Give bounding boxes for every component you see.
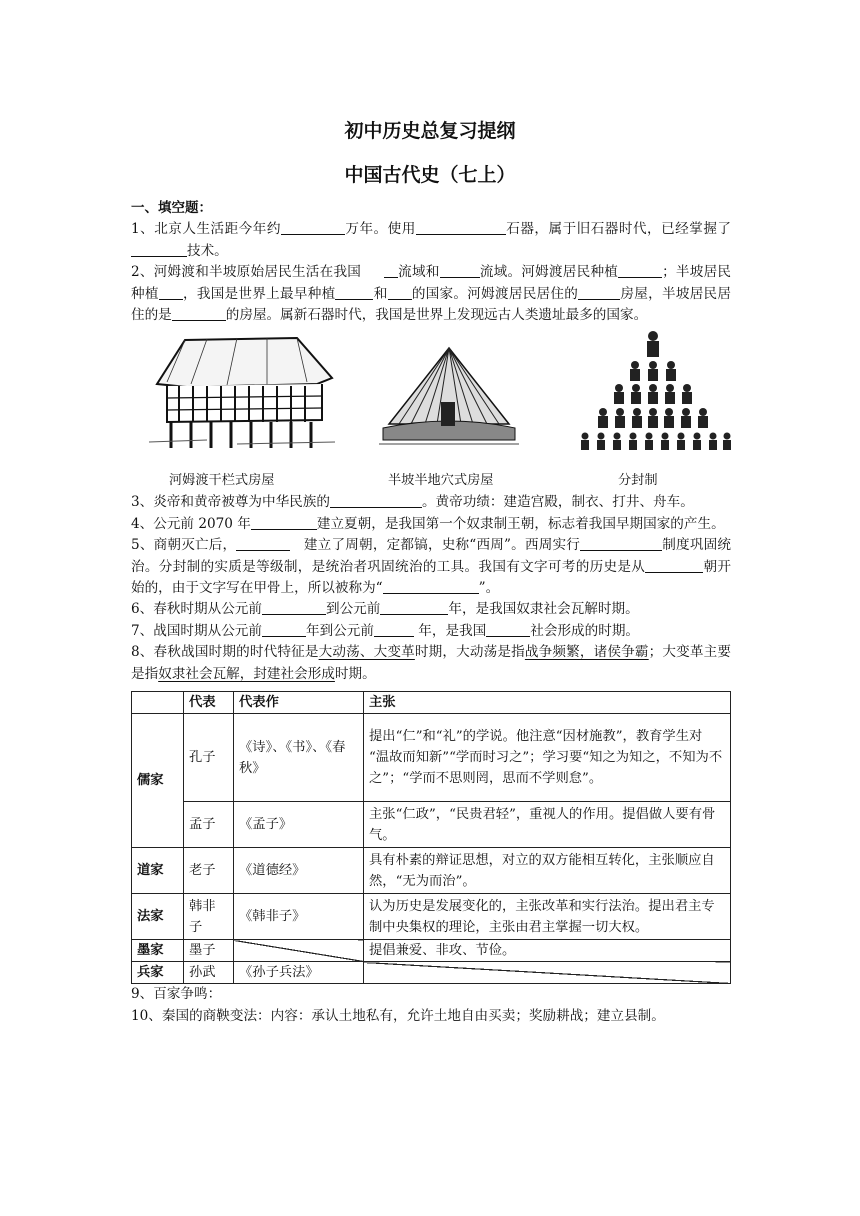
question-9: 9、百家争鸣： <box>131 986 222 1003</box>
table-header: 代表 <box>184 692 234 714</box>
works: 《孟子》 <box>234 802 364 848</box>
ideas-empty <box>364 962 731 984</box>
document-body <box>131 198 731 1027</box>
table-row <box>132 962 731 984</box>
question-4: 4、公元前 2070 年 建立夏朝，是我国第一个奴隶制王朝，标志着我国早期国家的产生。 <box>131 515 725 532</box>
representative: 墨子 <box>184 940 234 962</box>
school-name: 法家 <box>132 894 184 940</box>
school-name: 墨家 <box>132 940 184 962</box>
document-title: 初中历史总复习提纲 <box>344 120 516 142</box>
illustrations <box>131 330 731 470</box>
schools-table <box>131 691 731 984</box>
ideas: 具有朴素的辩证思想，对立的双方能相互转化，主张顺应自然，“无为而治”。 <box>364 848 731 894</box>
caption-fenfeng: 分封制 <box>618 473 658 489</box>
question-2: 2、河姆渡和半坡原始居民生活在我国 流域和 流域。河姆渡居民种植 ；半坡居民种植 ，我国是世界上最早种植 和 的国家。河姆渡居民居住的 房屋，半坡居民居住的是 的房屋。属新石器时代，我国是世界上发现远古人类遗址最多的国家。 <box>131 264 732 324</box>
ideas: 提出“仁”和“礼”的学说。他注意“因材施教”，教育学生对 “温故而知新”“学而时习之”；学习要“知之为知之，不知为不之”；“学而不思则罔，思而不学则怠”。 <box>364 714 731 802</box>
stilt-house-image <box>147 332 337 450</box>
question-10: 10、秦国的商鞅变法：内容：承认土地私有，允许土地自由买卖；奖励耕战；建立县制。 <box>131 1007 665 1024</box>
table-row <box>132 940 731 962</box>
feudal-pyramid-image <box>573 330 733 452</box>
works: 《诗》、《书》、《春秋》 <box>234 714 364 802</box>
representative: 孟子 <box>184 802 234 848</box>
question-8: 8、春秋战国时期的时代特征是大动荡、大变革时期，大动荡是指战争频繁，诸侯争霸；大变革主要是指奴隶社会瓦解，封建社会形成时期。 <box>131 644 732 682</box>
school-name: 道家 <box>132 848 184 894</box>
table-header-row <box>132 692 731 714</box>
representative: 孙武 <box>184 962 234 984</box>
school-name: 儒家 <box>132 714 184 848</box>
table-row <box>132 714 731 802</box>
document-subtitle: 中国古代史（七上） <box>344 164 516 186</box>
caption-row <box>131 470 731 492</box>
question-6: 6、春秋时期从公元前 到公元前 年，是我国奴隶社会瓦解时期。 <box>131 601 639 618</box>
ideas: 认为历史是发展变化的，主张改革和实行法治。提出君主专制中央集权的理论，主张由君主掌握一切大权。 <box>364 894 731 940</box>
question-1: 1、北京人生活距今年约 万年。使用 石器，属于旧石器时代，已经掌握了技术。 <box>131 221 732 259</box>
works: 《孙子兵法》 <box>234 962 364 984</box>
question-5: 5、商朝灭亡后， 建立了周朝，定都镐，史称“西周”。西周实行 制度巩固统治。分封制的实质是等级制，是统治者巩固统治的工具。我国有文字可考的历史是从 朝开始的，由于文字写在甲骨上，所以被称为“ ”。 <box>131 537 732 597</box>
representative: 韩非子 <box>184 894 234 940</box>
table-header: 主张 <box>364 692 731 714</box>
table-row <box>132 802 731 848</box>
ideas: 主张“仁政”，“民贵君轻”，重视人的作用。提倡做人要有骨气。 <box>364 802 731 848</box>
representative: 老子 <box>184 848 234 894</box>
pit-house-image <box>379 344 519 450</box>
table-header: 代表作 <box>234 692 364 714</box>
ideas: 提倡兼爱、非攻、节俭。 <box>364 940 731 962</box>
question-7: 7、战国时期从公元前 年到公元前 年，是我国 社会形成的时期。 <box>131 622 640 639</box>
caption-hemudu: 河姆渡干栏式房屋 <box>169 473 275 489</box>
works-empty <box>234 940 364 962</box>
representative: 孔子 <box>184 714 234 802</box>
question-3: 3、炎帝和黄帝被尊为中华民族的 。黄帝功绩：建造宫殿，制衣、打井、舟车。 <box>131 494 694 511</box>
works: 《韩非子》 <box>234 894 364 940</box>
table-row <box>132 894 731 940</box>
school-name: 兵家 <box>132 962 184 984</box>
works: 《道德经》 <box>234 848 364 894</box>
caption-banpo: 半坡半地穴式房屋 <box>388 473 494 489</box>
section-heading: 一、填空题： <box>131 200 212 216</box>
table-row <box>132 848 731 894</box>
